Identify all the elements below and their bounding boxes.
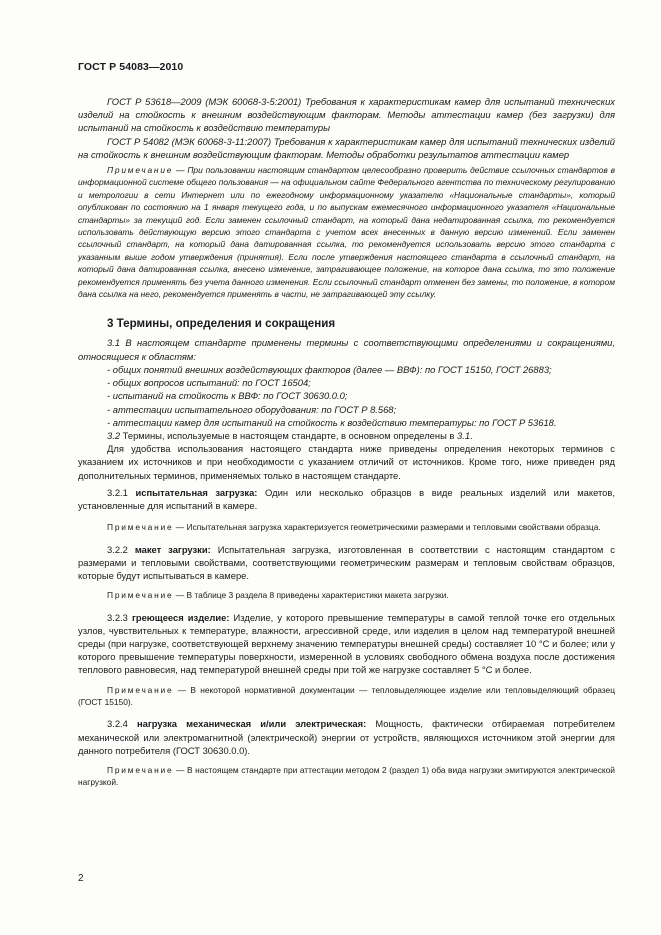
list-item: - испытаний на стойкость к ВВФ: по ГОСТ 30630.0.0; bbox=[107, 390, 348, 402]
term-name: нагрузка механическая и/или электрическая: bbox=[136, 718, 367, 730]
clause-number: 3.2 bbox=[107, 429, 121, 441]
term-number: 3.2.3 bbox=[107, 611, 132, 623]
list-item: - аттестации камер для испытаний на стойкость к воздействию температуры: по ГОСТ Р 53618. bbox=[107, 416, 557, 428]
section-heading: 3 Термины, определения и сокращения bbox=[107, 317, 336, 331]
term-definition: Один или несколько образцов в виде реальных изделий или макетов, установленные для испытаний в камере. bbox=[78, 486, 615, 511]
term-number: 3.2.4 bbox=[107, 718, 137, 730]
list-item: - аттестации испытательного оборудования: по ГОСТ Р 8.568; bbox=[107, 403, 397, 415]
term-entry bbox=[78, 543, 615, 583]
note-text: — В настоящем стандарте при аттестации методом 2 (раздел 1) оба вида нагрузки эмитируются электрической нагрузкой. bbox=[78, 764, 615, 788]
note-label: Примечание bbox=[107, 522, 174, 533]
note-label: Примечание bbox=[107, 764, 174, 775]
reference-item: ГОСТ Р 54082 (МЭК 60068-3-11:2007) Требования к характеристикам камер для испытаний технических изделий на стойкость к внешним воздействующим факторам. Методы обработки результатов аттестации камер bbox=[78, 135, 615, 160]
term-note bbox=[78, 521, 615, 533]
note-text: — Испытательная загрузка характеризуется геометрическими размерами и тепловыми свойствами образца. bbox=[173, 522, 601, 533]
document-body bbox=[78, 95, 615, 789]
term-definition: Изделие, у которого превышение температуры в самой теплой точке его отдельных узлов, чувствительных к температуре, влажности, агрессивной среде, или изделия в целом над температурой внешней среды (при нагрузке, соответствующей верхнему значению температуры внешней среды) составляет 10 °С и более; или у которого превышение температуры поверхности, измеренной в условиях свободного обмена воздуха после достижения теплового равновесия, над температурой внешней среды при той же нагрузке составляет 5 °С и более. bbox=[78, 611, 615, 676]
note-label: Примечание bbox=[107, 165, 174, 176]
term-note bbox=[78, 764, 615, 789]
term-entry bbox=[78, 611, 615, 677]
list-item: - общих понятий внешних воздействующих факторов (далее — ВВФ): по ГОСТ 15150, ГОСТ 26883; bbox=[107, 363, 552, 375]
reference-item: ГОСТ Р 53618—2009 (МЭК 60068-3-5:2001) Требования к характеристикам камер для испытаний технических изделий на стойкость к внешним воздействующим факторам. Методы аттестации камер (без загрузки) для испытаний на стойкость к воздействию температуры bbox=[78, 96, 615, 134]
note-label: Примечание bbox=[107, 684, 174, 695]
clause-text: Термины, используемые в настоящем стандарте, в основном определены в bbox=[120, 429, 457, 441]
list-item: - общих вопросов испытаний: по ГОСТ 16504; bbox=[107, 377, 311, 389]
term-entry bbox=[78, 717, 615, 757]
note-text: — В таблице 3 раздела 8 приведены характеристики макета загрузки. bbox=[173, 590, 449, 601]
term-note bbox=[78, 589, 615, 601]
term-name: греющееся изделие: bbox=[131, 611, 230, 623]
clause-reference: 3.1 bbox=[457, 429, 471, 441]
term-number: 3.2.2 bbox=[107, 543, 135, 555]
page-number: 2 bbox=[78, 873, 84, 884]
note-text: — В некоторой нормативной документации — тепловыделяющее изделие или тепловыделяющий образец (ГОСТ 15150). bbox=[78, 684, 615, 707]
clause-3-2-intro: Для удобства использования настоящего стандарта ниже приведены определения некоторых терминов с указанием их источников и при необходимости с указанием отличий от источников. Кроме того, ниже приведен ряд дополнительных терминов, применяемых только в настоящем стандарте. bbox=[78, 443, 615, 481]
term-definition: Испытательная загрузка, изготовленная в соответствии с настоящим стандартом с размерами и тепловыми свойствами, соответствующими геометрическим размерам и тепловым свойствам образцов, которые будут испытываться в камере. bbox=[78, 543, 615, 581]
term-number: 3.2.1 bbox=[107, 486, 136, 498]
term-definition: Мощность, фактически отбираемая потребителем механической или электромагнитной (электрической) энергии от устройств, являющихся источником этой энергии для данного потребителя (ГОСТ 30630.0.0). bbox=[78, 718, 615, 756]
term-entry bbox=[78, 486, 615, 512]
note-text: — При пользовании настоящим стандартом целесообразно проверить действие ссылочных стандартов в информационной системе общего пользования — на официальном сайте Федерального агентства по техническому регулированию и метрологии в сети Интернет или по ежегодному информационному указателю «Национальные стандарты», который опубликован по состоянию на 1 января текущего года, и по выпускам ежемесячного информационного указателя «Национальные стандарты» за текущий год. Если заменен ссылочный стандарт, на который дана недатированная ссылка, то рекомендуется использовать действующую версию этого стандарта с учетом всех внесенных в данную версию изменений. Если заменен ссылочный стандарт, на который дана датированная ссылка, то рекомендуется использовать версию этого стандарта с указанным выше годом утверждения (принятия). Если после утверждения настоящего стандарта в ссылочный стандарт, на который дана датированная ссылка, внесено изменение, затрагивающее положение, на которое дана ссылка, то это положение рекомендуется применять без учета данного изменения. Если ссылочный стандарт отменен без замены, то положение, в котором дана ссылка на него, рекомендуется применять в части, не затрагивающей эту ссылку. bbox=[78, 165, 615, 300]
document-header: ГОСТ Р 54083—2010 bbox=[78, 61, 184, 73]
clause-3-1: 3.1 В настоящем стандарте применены термины с соответствующими определениями и сокращениями, относящиеся к областям: bbox=[78, 337, 615, 362]
note-label: Примечание bbox=[107, 590, 174, 601]
clause-3-2: 3.2 Термины, используемые в настоящем стандарте, в основном определены в 3.1. bbox=[107, 429, 473, 441]
term-name: макет загрузки: bbox=[134, 543, 211, 555]
note-references bbox=[78, 164, 615, 300]
term-note bbox=[78, 684, 615, 709]
term-name: испытательная загрузка: bbox=[135, 486, 258, 498]
